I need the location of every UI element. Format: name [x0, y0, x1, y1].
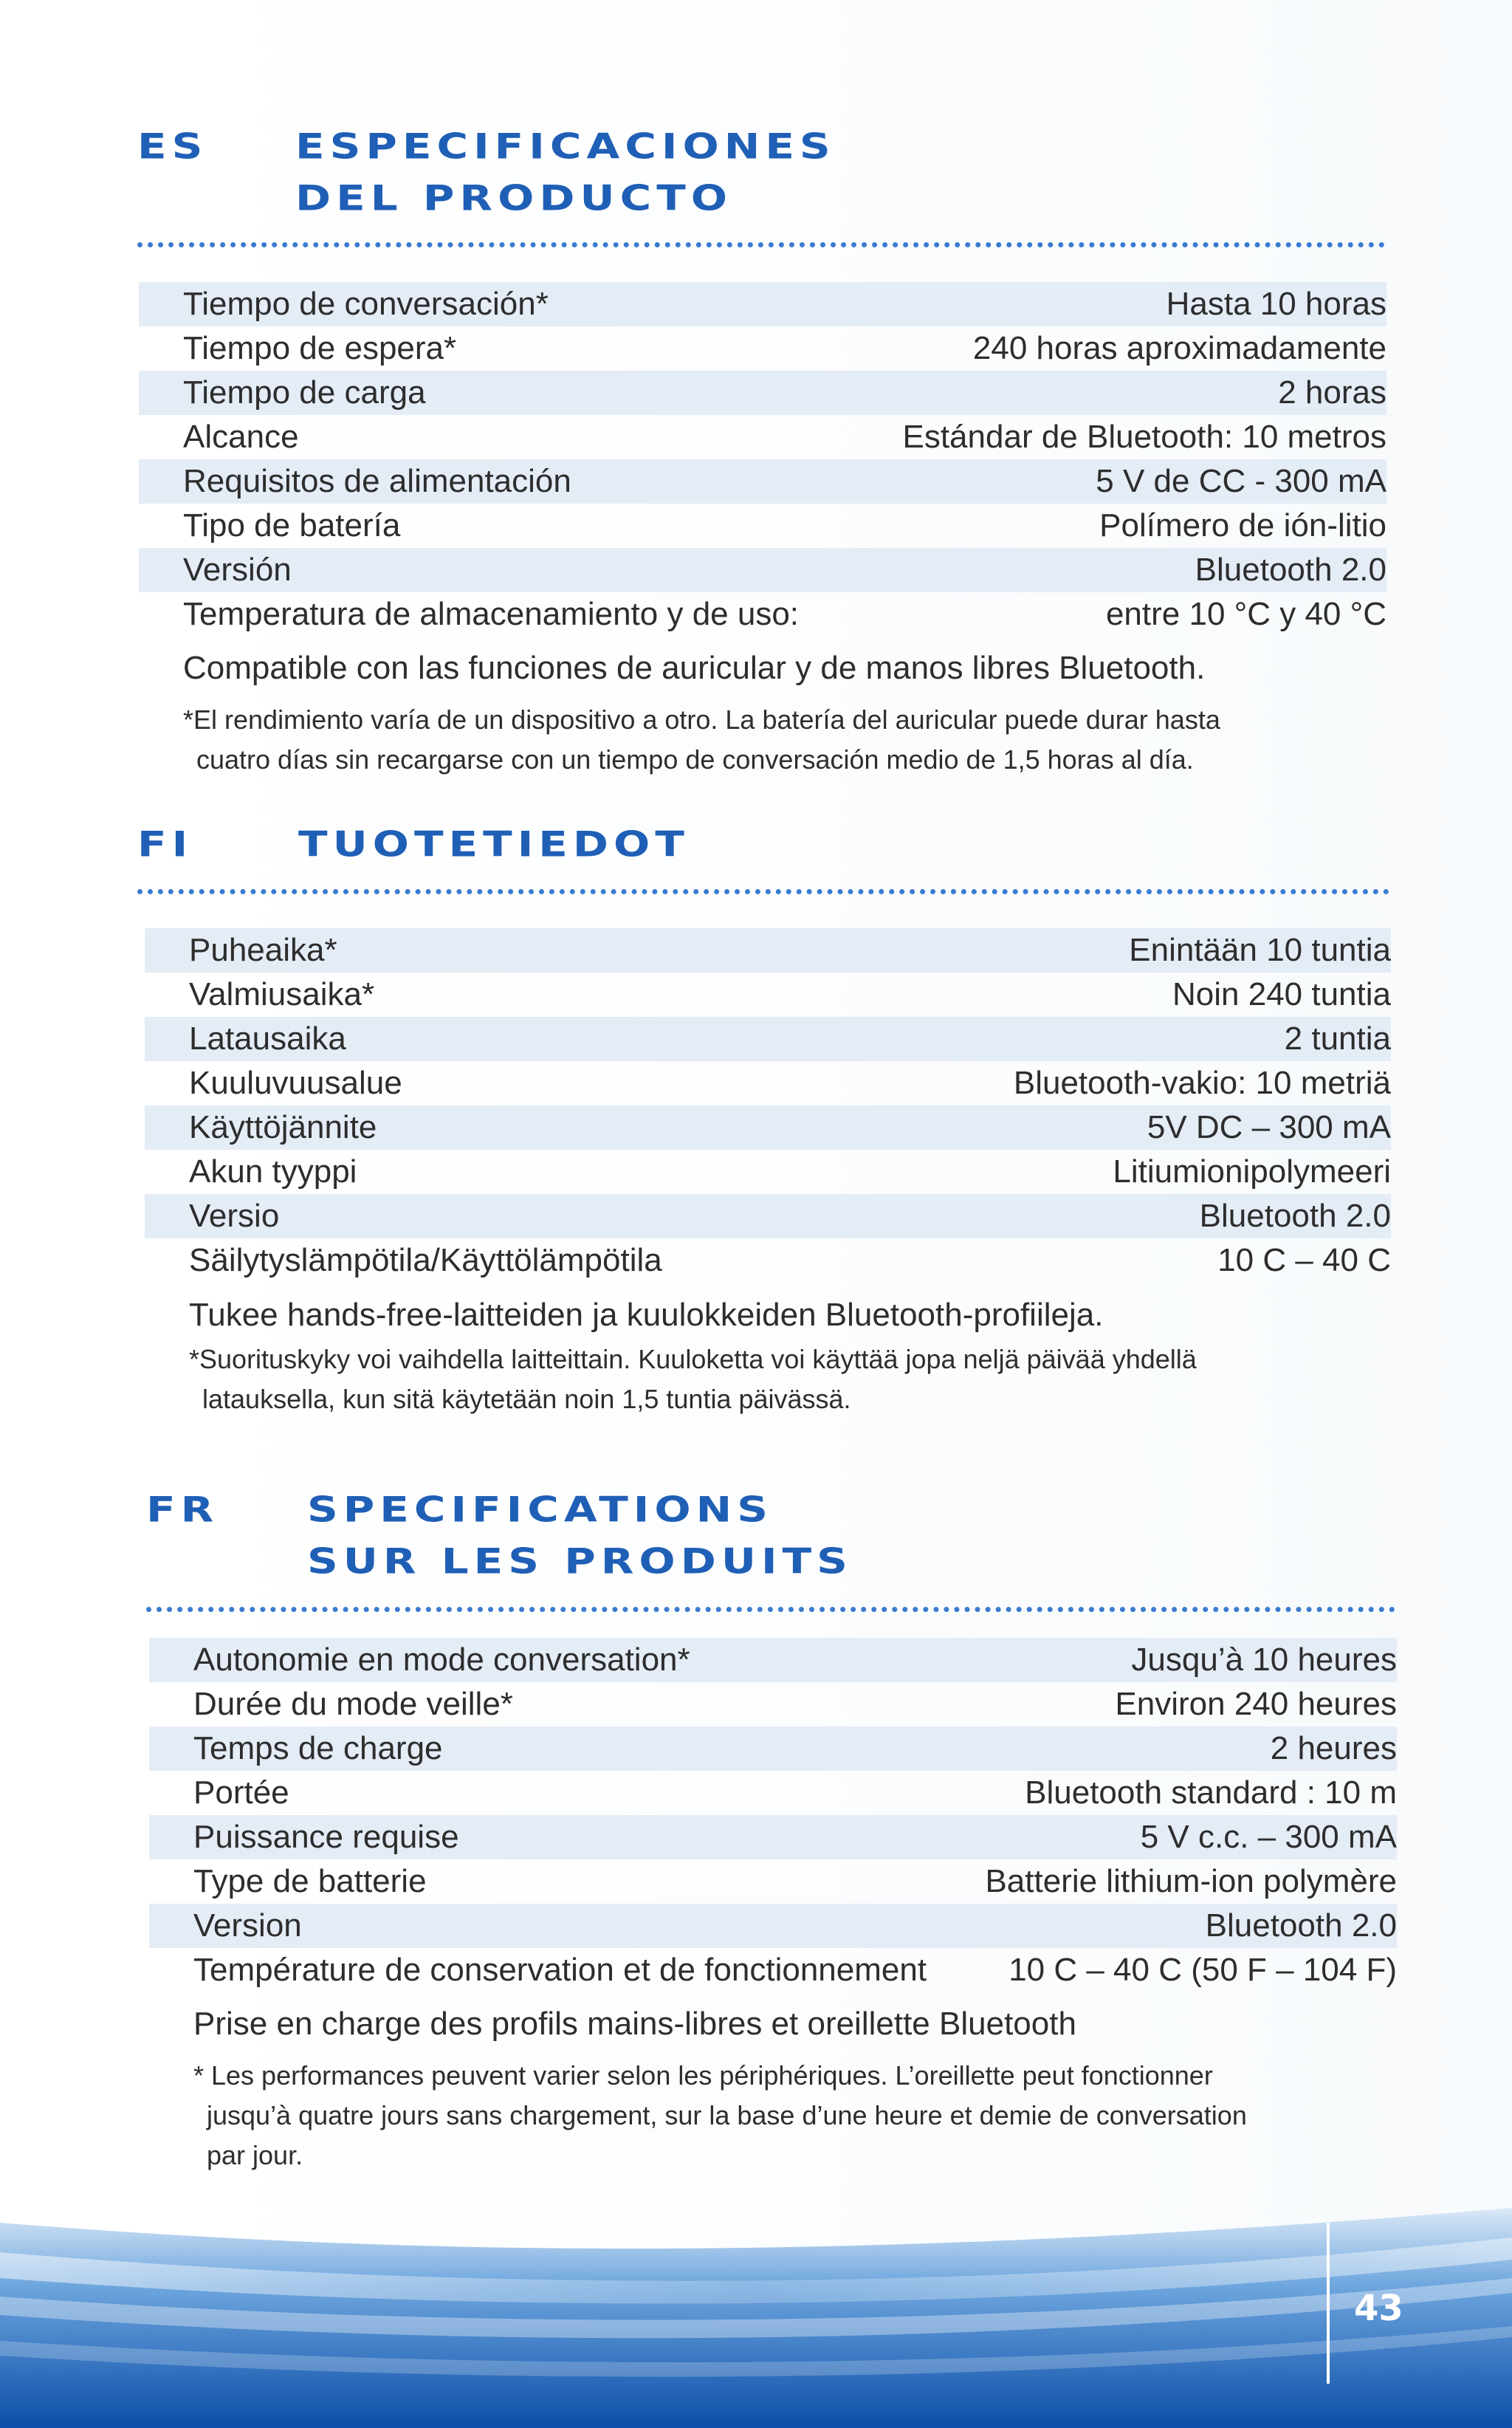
page-number: 43: [1354, 2288, 1403, 2329]
spec-label: Puissance requise: [193, 1819, 459, 1855]
spec-row: [139, 326, 1386, 371]
lang-code-es: ES: [137, 126, 208, 167]
compatibility-note-fi: Tukee hands-free-laitteiden ja kuulokkeiden Bluetooth-profiileja.: [189, 1297, 1104, 1333]
section-title-fr-line1: SPECIFICATIONS: [307, 1489, 773, 1530]
spec-value: 5V DC – 300 mA: [1147, 1109, 1391, 1145]
spec-label: Durée du mode veille*: [193, 1686, 513, 1722]
spec-label: Portée: [193, 1774, 289, 1811]
footnote-line: par jour.: [207, 2140, 303, 2170]
section-title-es-line2: DEL PRODUCTO: [295, 177, 733, 219]
spec-table-es: [139, 282, 1386, 637]
spec-row: [139, 504, 1386, 548]
spec-row: [145, 1105, 1391, 1150]
spec-value: 2 horas: [1278, 374, 1386, 411]
spec-row: [145, 1061, 1391, 1105]
spec-value: 10 C – 40 C: [1217, 1242, 1391, 1278]
footnote-line: cuatro días sin recargarse con un tiempo de conversación medio de 1,5 horas al día.: [196, 744, 1194, 775]
spec-value: Hasta 10 horas: [1166, 286, 1386, 322]
spec-label: Akun tyyppi: [189, 1153, 357, 1190]
spec-value: Litiumionipolymeeri: [1113, 1153, 1391, 1190]
dotted-divider: [137, 242, 1385, 247]
spec-label: Tiempo de conversación*: [183, 286, 549, 322]
spec-value: Environ 240 heures: [1115, 1686, 1397, 1722]
spec-label: Type de batterie: [193, 1863, 427, 1899]
spec-value: Estándar de Bluetooth: 10 metros: [902, 419, 1386, 455]
spec-value: Bluetooth 2.0: [1205, 1907, 1397, 1944]
spec-value: Bluetooth 2.0: [1199, 1198, 1391, 1234]
spec-value: Bluetooth standard : 10 m: [1025, 1774, 1397, 1811]
spec-value: entre 10 °C y 40 °C: [1105, 596, 1386, 632]
spec-value: Noin 240 tuntia: [1172, 976, 1391, 1012]
spec-row: [139, 548, 1386, 592]
wave-footer-decoration: [0, 2208, 1512, 2428]
spec-value: 5 V c.c. – 300 mA: [1140, 1819, 1397, 1855]
footnote-line: latauksella, kun sitä käytetään noin 1,5 tuntia päivässä.: [202, 1384, 851, 1414]
spec-label: Temperatura de almacenamiento y de uso:: [183, 596, 800, 632]
spec-value: 240 horas aproximadamente: [972, 330, 1386, 366]
spec-row: [145, 973, 1391, 1017]
spec-row: [145, 1194, 1391, 1238]
spec-label: Käyttöjännite: [189, 1109, 377, 1145]
spec-value: Polímero de ión-litio: [1099, 507, 1386, 543]
spec-label: Kuuluvuusalue: [189, 1065, 402, 1101]
spec-row: [139, 371, 1386, 415]
compatibility-note-fr: Prise en charge des profils mains-libres et oreillette Bluetooth: [193, 2006, 1076, 2042]
spec-label: Version: [193, 1907, 302, 1944]
spec-label: Alcance: [183, 419, 299, 455]
spec-row: [149, 1638, 1397, 1682]
spec-row: [149, 1948, 1397, 1992]
spec-row: [139, 592, 1386, 637]
spec-label: Température de conservation et de fonctionnement: [193, 1952, 927, 1988]
spec-row: [145, 928, 1391, 973]
spec-value: 2 heures: [1270, 1730, 1397, 1766]
spec-value: 2 tuntia: [1284, 1021, 1391, 1057]
section-title-es-line1: ESPECIFICACIONES: [295, 126, 836, 167]
footnote-line: jusqu’à quatre jours sans chargement, sur la base d’une heure et demie de conversation: [207, 2100, 1247, 2130]
page-number-divider: [1327, 2223, 1330, 2384]
spec-value: Bluetooth-vakio: 10 metriä: [1013, 1065, 1391, 1101]
spec-label: Autonomie en mode conversation*: [193, 1642, 690, 1678]
spec-label: Versio: [189, 1198, 280, 1234]
spec-value: Batterie lithium-ion polymère: [985, 1863, 1397, 1899]
footnote-line: * Les performances peuvent varier selon les périphériques. L’oreillette peut fonctionner: [193, 2060, 1213, 2091]
lang-code-fr: FR: [146, 1489, 219, 1530]
footnote-fr: [193, 2056, 1404, 2175]
spec-value: Bluetooth 2.0: [1195, 552, 1386, 588]
footnote-es: [183, 700, 1394, 780]
compatibility-note-es: Compatible con las funciones de auricular y de manos libres Bluetooth.: [183, 650, 1206, 686]
spec-value: 5 V de CC - 300 mA: [1096, 463, 1386, 499]
spec-value: Jusqu’à 10 heures: [1131, 1642, 1397, 1678]
spec-label: Temps de charge: [193, 1730, 443, 1766]
spec-row: [139, 459, 1386, 504]
dotted-divider: [146, 1607, 1395, 1612]
spec-value: 10 C – 40 C (50 F – 104 F): [1008, 1952, 1397, 1988]
spec-row: [139, 415, 1386, 459]
spec-table-fr: [149, 1638, 1397, 1992]
spec-row: [145, 1150, 1391, 1194]
spec-label: Requisitos de alimentación: [183, 463, 571, 499]
spec-label: Tiempo de espera*: [183, 330, 457, 366]
spec-value: Enintään 10 tuntia: [1129, 932, 1391, 968]
dotted-divider: [137, 889, 1389, 894]
spec-row: [145, 1017, 1391, 1061]
spec-label: Versión: [183, 552, 292, 588]
spec-row: [139, 282, 1386, 326]
spec-row: [149, 1771, 1397, 1815]
footnote-fi: [189, 1340, 1400, 1419]
spec-label: Puheaika*: [189, 932, 337, 968]
spec-row: [149, 1859, 1397, 1904]
section-title-fr-line2: SUR LES PRODUITS: [307, 1540, 853, 1582]
spec-row: [149, 1904, 1397, 1948]
spec-table-fi: [145, 928, 1391, 1283]
spec-label: Valmiusaika*: [189, 976, 375, 1012]
spec-row: [149, 1815, 1397, 1859]
spec-label: Tiempo de carga: [183, 374, 426, 411]
footnote-line: *El rendimiento varía de un dispositivo a otro. La batería del auricular puede durar hasta: [183, 704, 1220, 735]
spec-row: [149, 1726, 1397, 1771]
footnote-line: *Suorituskyky voi vaihdella laitteittain. Kuuloketta voi käyttää jopa neljä päivää yhdellä: [189, 1344, 1197, 1374]
spec-row: [145, 1238, 1391, 1283]
spec-label: Latausaika: [189, 1021, 346, 1057]
spec-row: [149, 1682, 1397, 1726]
section-title-fi-line1: TUOTETIEDOT: [298, 823, 690, 865]
spec-label: Tipo de batería: [183, 507, 401, 543]
spec-label: Säilytyslämpötila/Käyttölämpötila: [189, 1242, 662, 1278]
lang-code-fi: FI: [137, 823, 193, 865]
